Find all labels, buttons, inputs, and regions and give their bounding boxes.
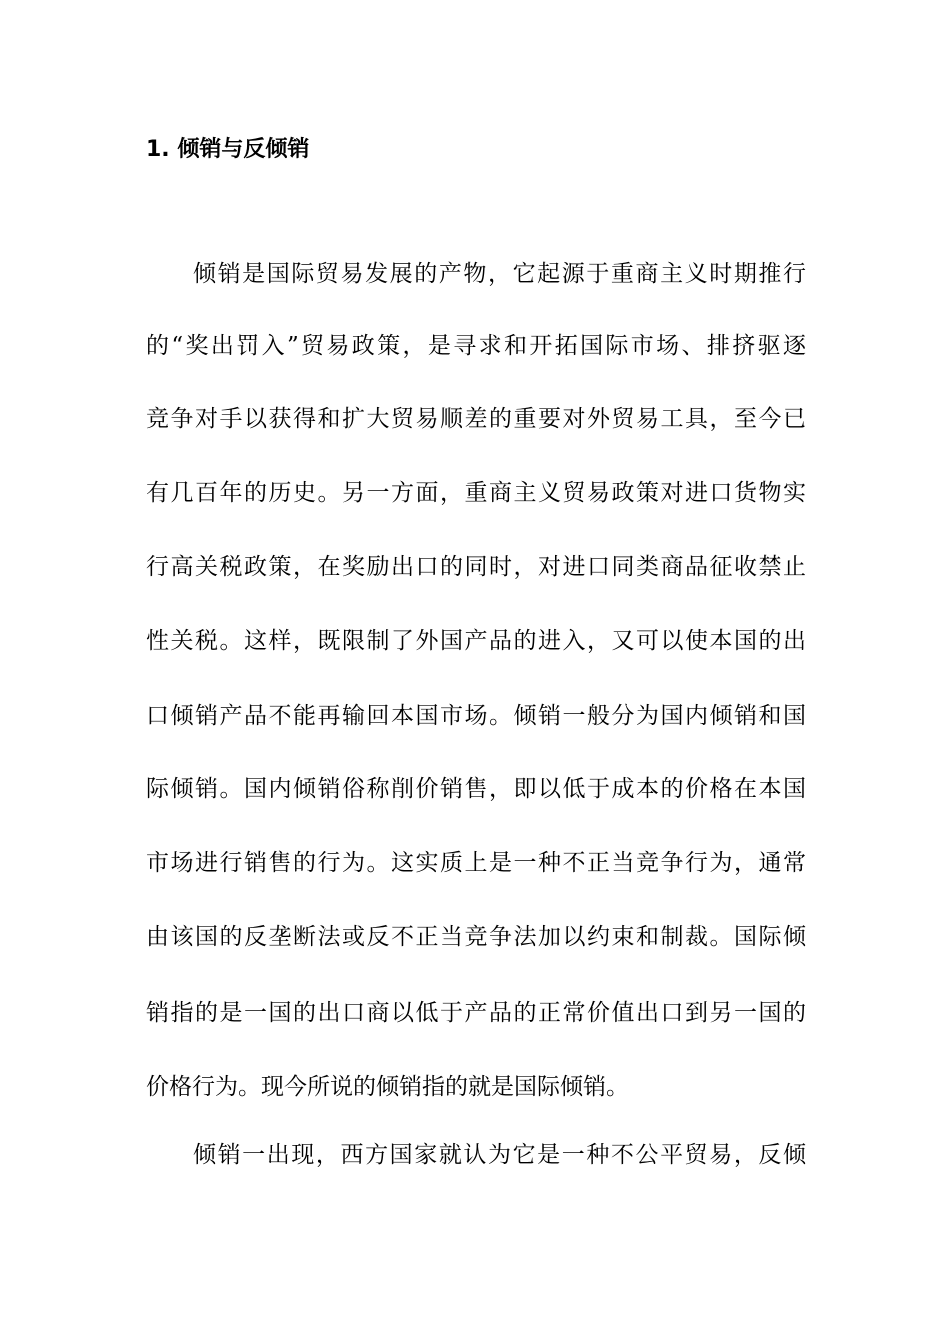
paragraph-1-line-8: 际倾销。国内倾销俗称削价销售，即以低于成本的价格在本国 xyxy=(146,776,806,802)
paragraph-1-line-4: 有几百年的历史。另一方面，重商主义贸易政策对进口货物实 xyxy=(146,480,806,506)
paragraph-1-line-2: 的“奖出罚入”贸易政策，是寻求和开拓国际市场、排挤驱逐 xyxy=(146,333,806,359)
section-heading: 1. 倾销与反倾销 xyxy=(146,137,310,162)
paragraph-1-line-5: 行高关税政策，在奖励出口的同时，对进口同类商品征收禁止 xyxy=(146,554,806,580)
paragraph-2-line-1: 倾销一出现，西方国家就认为它是一种不公平贸易，反倾 xyxy=(193,1142,806,1168)
paragraph-1-line-10: 由该国的反垄断法或反不正当竞争法加以约束和制裁。国际倾 xyxy=(146,924,806,950)
paragraph-1-line-3: 竞争对手以获得和扩大贸易顺差的重要对外贸易工具，至今已 xyxy=(146,406,806,432)
paragraph-1-line-12: 价格行为。现今所说的倾销指的就是国际倾销。 xyxy=(146,1074,629,1100)
paragraph-1-line-1: 倾销是国际贸易发展的产物，它起源于重商主义时期推行 xyxy=(193,261,806,287)
paragraph-1-line-7: 口倾销产品不能再输回本国市场。倾销一般分为国内倾销和国 xyxy=(146,703,806,729)
paragraph-1-line-11: 销指的是一国的出口商以低于产品的正常价值出口到另一国的 xyxy=(146,1000,806,1026)
paragraph-1-line-9: 市场进行销售的行为。这实质上是一种不正当竞争行为，通常 xyxy=(146,850,806,876)
paragraph-1-line-6: 性关税。这样，既限制了外国产品的进入，又可以使本国的出 xyxy=(146,628,806,654)
